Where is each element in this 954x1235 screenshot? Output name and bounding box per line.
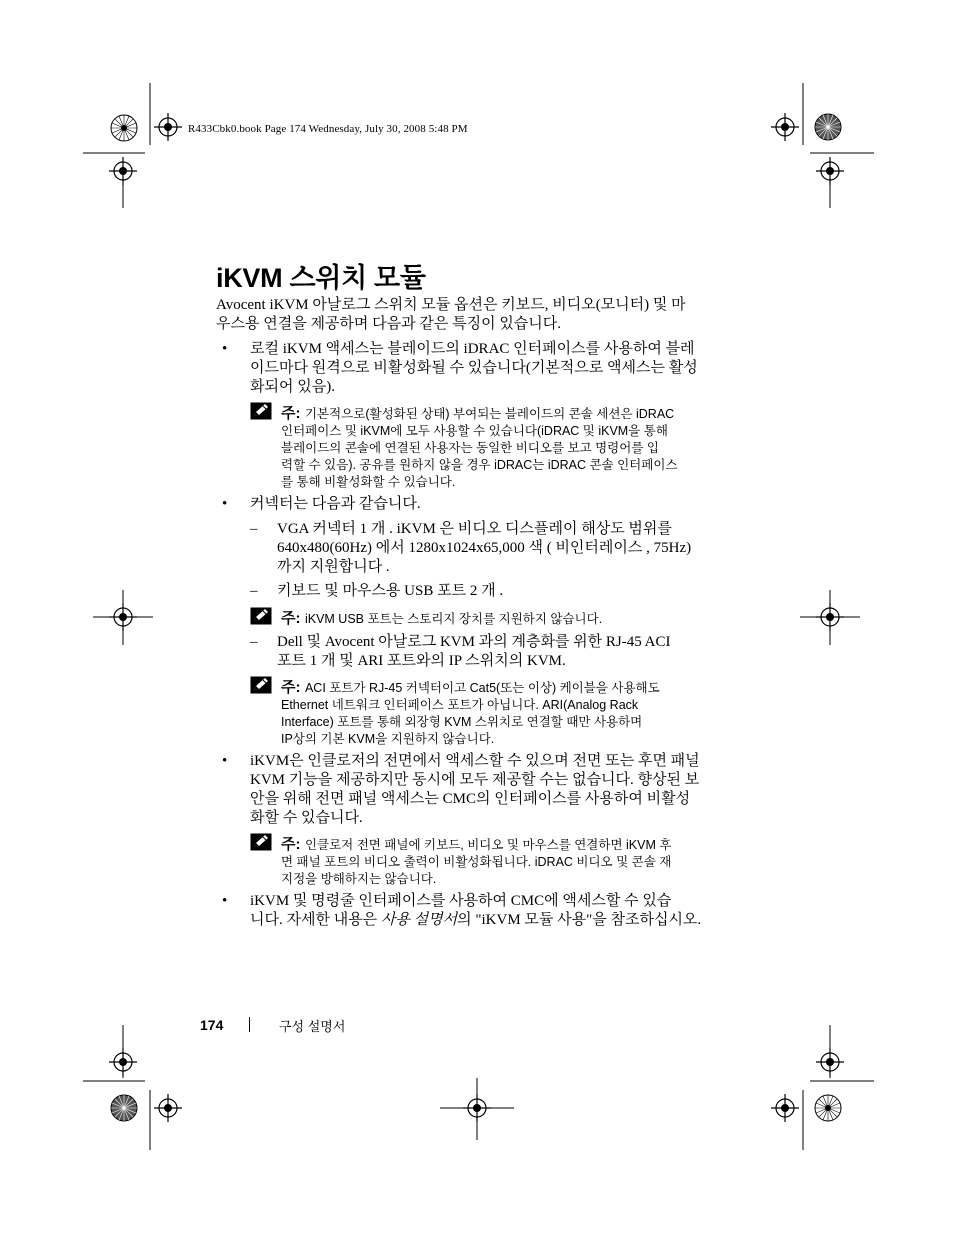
note-line: 면 패널 포트의 비디오 출력이 비활성화됩니다. iDRAC 비디오 및 콘솔 재	[281, 855, 672, 869]
bullet-marker: •	[222, 753, 228, 769]
note-line: 기본적으로(활성화된 상태) 부여되는 블레이드의 콘솔 세션은 iDRAC	[304, 407, 675, 421]
bullet-text: 니다. 자세한 내용은	[250, 912, 381, 928]
note-label: 주:	[281, 679, 301, 696]
bullet-line: KVM 기능을 제공하지만 동시에 모두 제공할 수는 없습니다. 향상된 보	[250, 772, 700, 788]
bullet-text: 의 "iKVM 모듈 사용"을 참조하십시오.	[457, 912, 702, 928]
footer-divider	[249, 1017, 250, 1032]
bullet-line: 로컬 iKVM 액세스는 블레이드의 iDRAC 인터페이스를 사용하여 블레	[250, 341, 695, 357]
note-line: 인터페이스 및 iKVM에 모두 사용할 수 있습니다(iDRAC 및 iKVM을 통해	[281, 424, 668, 438]
dash-line: 까지 지원합니다 .	[277, 559, 390, 575]
note-front-panel-video	[281, 833, 721, 888]
note-pencil-icon	[250, 833, 272, 851]
note-line: Ethernet 네트워크 인터페이스 포트가 아닙니다. ARI(Analog Rack	[281, 698, 639, 712]
note-label: 주:	[281, 610, 301, 627]
intro-line: 우스용 연결을 제공하며 다음과 같은 특징이 있습니다.	[216, 316, 562, 332]
note-console-session	[281, 402, 721, 491]
bullet-line: iKVM은 인클로저의 전면에서 액세스할 수 있으며 전면 또는 후면 패널	[250, 753, 700, 769]
note-pencil-icon	[250, 402, 272, 420]
bullet-line: 이드마다 원격으로 비활성화될 수 있습니다(기본적으로 액세스는 활성	[250, 360, 698, 376]
bullet-cli-access	[250, 892, 718, 930]
bullet-line: 안을 위해 전면 패널 액세스는 CMC의 인터페이스를 사용하여 비활성	[250, 791, 691, 807]
user-guide-reference: 사용 설명서	[380, 912, 458, 928]
note-line: 블레이드의 콘솔에 연결된 사용자는 동일한 비디오를 보고 명령어를 입	[281, 441, 659, 455]
note-label: 주:	[281, 405, 301, 422]
bullet-marker: •	[222, 893, 228, 909]
dash-line: 키보드 및 마우스용 USB 포트 2 개 .	[277, 583, 504, 599]
dash-marker: –	[250, 521, 258, 537]
dash-marker: –	[250, 634, 258, 650]
bullet-line: iKVM 및 명령줄 인터페이스를 사용하여 CMC에 액세스할 수 있습	[250, 893, 672, 909]
note-line: 지정을 방해하지는 않습니다.	[281, 872, 437, 886]
note-line: 력할 수 있음). 공유를 원하지 않을 경우 iDRAC는 iDRAC 콘솔 인터페이스	[281, 458, 678, 472]
bullet-local-access	[250, 340, 718, 397]
dash-line: 640x480(60Hz) 에서 1280x1024x65,000 색 ( 비인터레이스 , 75Hz)	[277, 540, 692, 556]
dash-usb-ports	[277, 582, 717, 601]
note-pencil-icon	[250, 607, 272, 625]
note-pencil-icon	[250, 676, 272, 694]
bullet-marker: •	[222, 341, 228, 357]
book-file-info: R433Cbk0.book Page 174 Wednesday, July 30, 2008 5:48 PM	[188, 123, 468, 135]
note-line: IP상의 기본 KVM을 지원하지 않습니다.	[281, 732, 495, 746]
footer-doc-title: 구성 설명서	[279, 1019, 346, 1034]
intro-line: Avocent iKVM 아날로그 스위치 모듈 옵션은 키보드, 비디오(모니터) 및 마	[216, 297, 686, 313]
intro-paragraph	[216, 296, 716, 334]
note-line: iKVM USB 포트는 스토리지 장치를 지원하지 않습니다.	[304, 612, 603, 626]
bullet-line: 화할 수 있습니다.	[250, 810, 363, 826]
section-title: iKVM 스위치 모듈	[216, 263, 426, 293]
note-line: Interface) 포트를 통해 외장형 KVM 스위치로 연결할 때만 사용하며	[281, 715, 643, 729]
note-line: 를 통해 비활성화할 수 있습니다.	[281, 475, 456, 489]
note-line: 인클로저 전면 패널에 키보드, 비디오 및 마우스를 연결하면 iKVM 후	[304, 838, 672, 852]
dash-line: VGA 커넥터 1 개 . iKVM 은 비디오 디스플레이 해상도 범위를	[277, 521, 672, 537]
page-number: 174	[200, 1017, 224, 1033]
note-label: 주:	[281, 836, 301, 853]
bullet-line: 화되어 있음).	[250, 379, 335, 395]
dash-vga-connector	[277, 520, 717, 577]
dash-marker: –	[250, 583, 258, 599]
note-aci-port	[281, 676, 721, 748]
note-usb-storage	[281, 607, 721, 628]
bullet-line: 커넥터는 다음과 같습니다.	[250, 496, 421, 512]
note-line: ACI 포트가 RJ-45 커넥터이고 Cat5(또는 이상) 케이블을 사용해도	[304, 681, 660, 695]
dash-aci-port	[277, 633, 717, 671]
bullet-marker: •	[222, 496, 228, 512]
bullet-front-rear-panel	[250, 752, 718, 828]
dash-line: Dell 및 Avocent 아날로그 KVM 과의 계층화를 위한 RJ-45 ACI	[277, 634, 671, 650]
dash-line: 포트 1 개 및 ARI 포트와의 IP 스위치의 KVM.	[277, 653, 566, 669]
bullet-connectors	[250, 495, 718, 514]
bullet-line	[250, 911, 718, 930]
